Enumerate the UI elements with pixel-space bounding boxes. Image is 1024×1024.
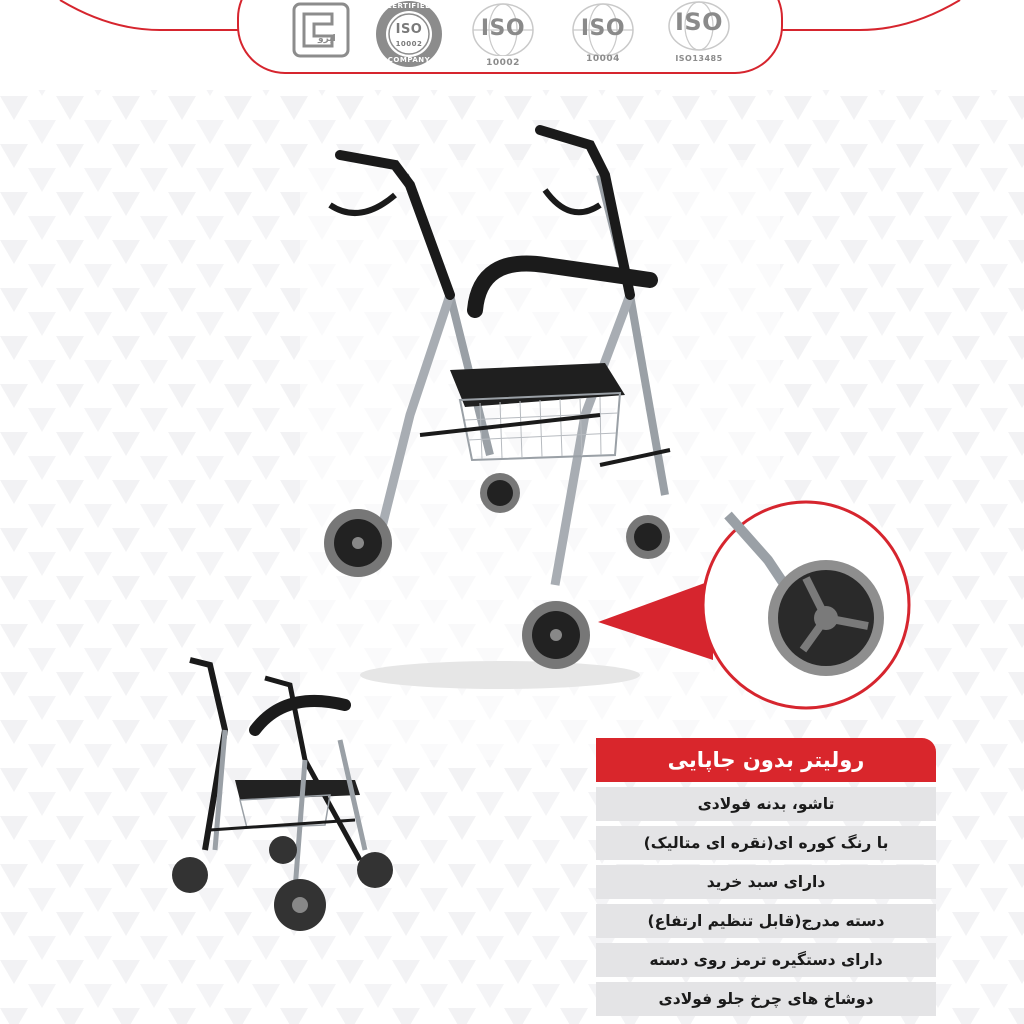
seal-caption: 10002 [395, 40, 423, 48]
seal-ring-bottom: COMPANY [387, 56, 431, 64]
iso-badge-text: ISO [480, 16, 526, 41]
spec-row: دارای دستگیره ترمز روی دسته [596, 943, 936, 977]
spec-row: دارای سبد خرید [596, 865, 936, 899]
rollator-walker-side-view-image [155, 650, 405, 940]
wheel-front-right [522, 601, 590, 669]
iso-10002-badge [466, 0, 540, 68]
iso-10004-badge [566, 0, 640, 64]
isiri-caption: ایزو [318, 34, 336, 44]
spec-row: دسته مدرج(قابل تنظیم ارتفاع) [596, 904, 936, 938]
iso-caption: 10002 [486, 58, 520, 68]
spec-row: با رنگ کوره ای(نقره ای متالیک) [596, 826, 936, 860]
iso-badge-text: ISO [674, 8, 724, 36]
iso-caption: ISO13485 [675, 54, 723, 63]
wheel-front-left [324, 509, 392, 577]
spec-title: رولیتر بدون جاپایی [596, 738, 936, 782]
spec-row: تاشو، بدنه فولادی [596, 787, 936, 821]
certified-company-seal [370, 0, 448, 76]
iso-13485-badge [662, 0, 736, 63]
isiri-logo [288, 0, 354, 66]
wheel-rear-left [480, 473, 520, 513]
isiri-logo-icon [288, 0, 354, 62]
seal-badge: ISO [395, 22, 423, 37]
seal-ring-top: CERTIFIED [386, 2, 432, 10]
specifications-table [596, 738, 936, 1016]
iso-badge-text: ISO [580, 16, 626, 41]
wheel-detail-callout [598, 500, 918, 710]
iso-caption: 10004 [586, 54, 620, 64]
spec-row: دوشاخ های چرخ جلو فولادی [596, 982, 936, 1016]
